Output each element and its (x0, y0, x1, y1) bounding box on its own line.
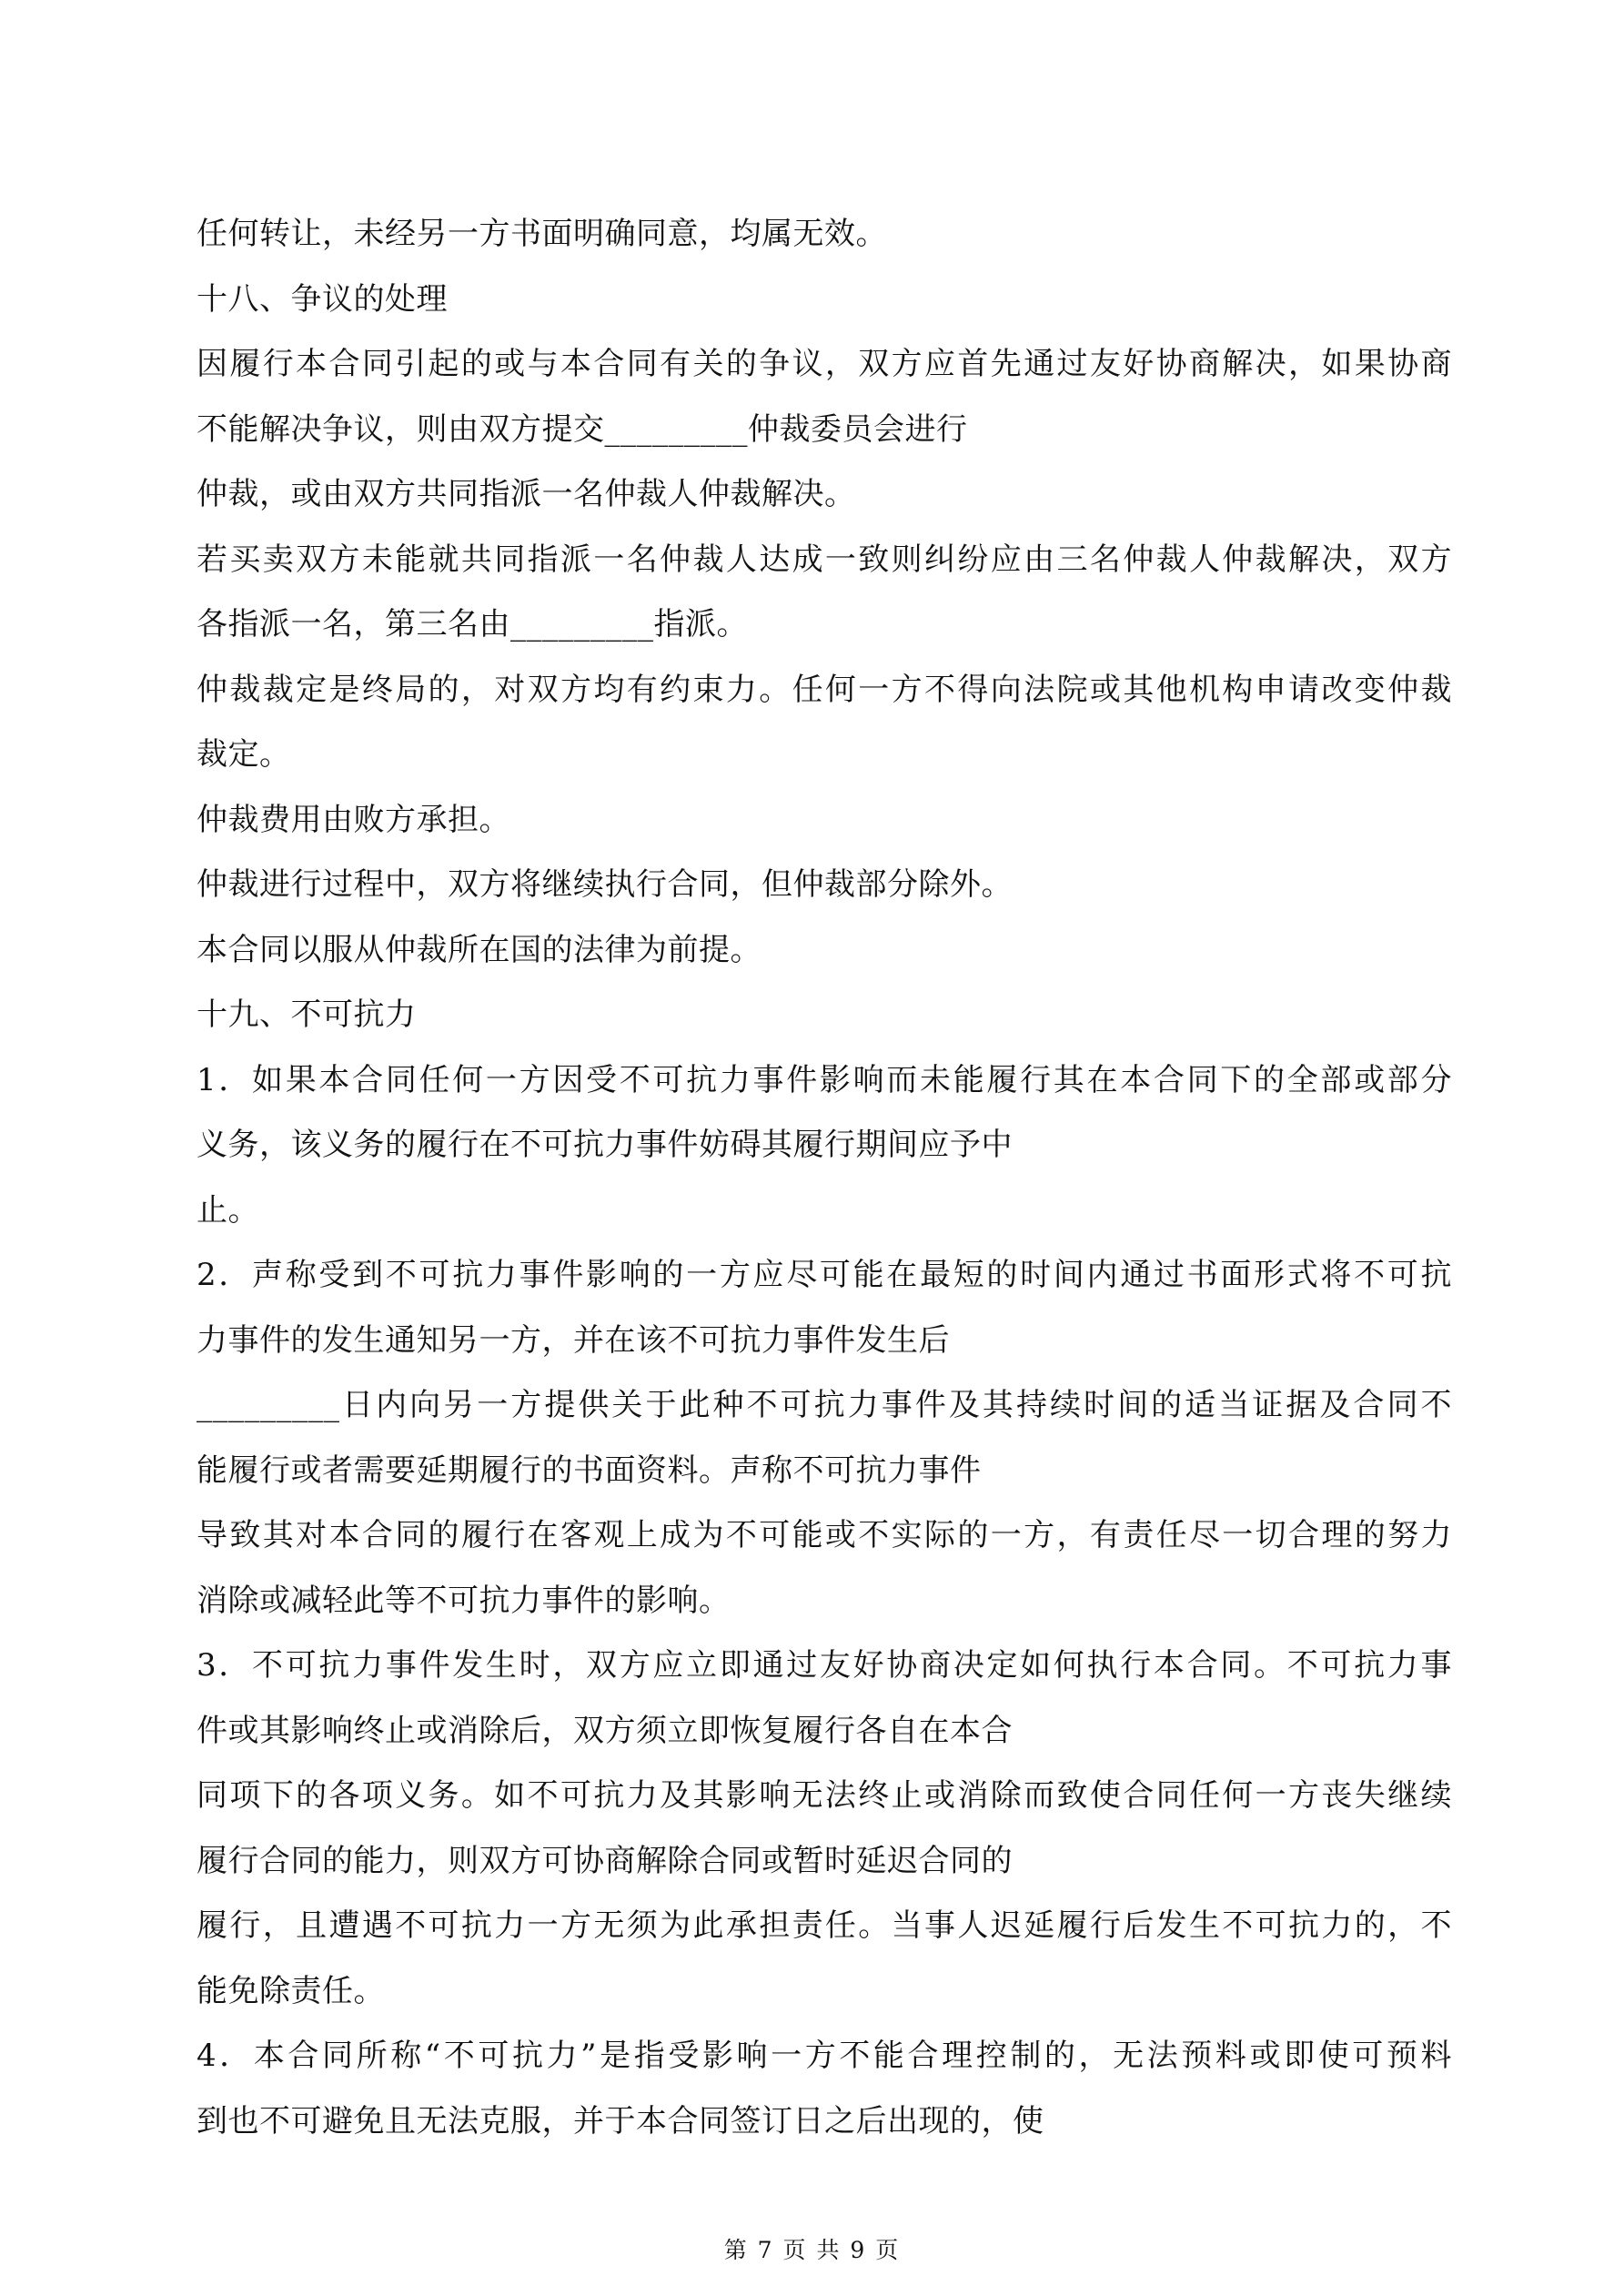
text-line: 能履行或者需要延期履行的书面资料。声称不可抗力事件 (197, 1451, 982, 1489)
text-line: 因履行本合同引起的或与本合同有关的争议，双方应首先通过友好协商解决，如果协商 (197, 346, 1452, 382)
text-line: 仲裁，或由双方共同指派一名仲裁人仲裁解决。 (197, 476, 856, 512)
text-line: _________日内向另一方提供关于此种不可抗力事件及其持续时间的适当证据及合同不 (197, 1387, 1452, 1423)
text-line: 裁定。 (197, 736, 291, 773)
page-footer: 第 7 页 共 9 页 (723, 2237, 901, 2263)
text-line: 仲裁裁定是终局的，对双方均有约束力。任何一方不得向法院或其他机构申请改变仲裁 (197, 671, 1452, 708)
text-line: 4．本合同所称“不可抗力”是指受影响一方不能合理控制的，无法预料或即使可预料 (197, 2038, 1452, 2074)
document-body (197, 202, 1452, 2154)
text-line: 不能解决争议，则由双方提交_________仲裁委员会进行 (197, 410, 968, 448)
text-line: 本合同以服从仲裁所在国的法律为前提。 (197, 931, 762, 968)
text-line: 义务，该义务的履行在不可抗力事件妨碍其履行期间应予中 (197, 1127, 1013, 1163)
text-line: 3．不可抗力事件发生时，双方应立即通过友好协商决定如何执行本合同。不可抗力事 (197, 1647, 1452, 1684)
text-line: 能免除责任。 (197, 1972, 385, 2009)
text-line: 同项下的各项义务。如不可抗力及其影响无法终止或消除而致使合同任何一方丧失继续 (197, 1777, 1452, 1814)
text-line: 仲裁费用由败方承担。 (197, 801, 510, 838)
text-line: 导致其对本合同的履行在客观上成为不可能或不实际的一方，有责任尽一切合理的努力 (197, 1517, 1452, 1553)
text-line: 各指派一名，第三名由_________指派。 (197, 606, 748, 642)
text-line: 仲裁进行过程中，双方将继续执行合同，但仲裁部分除外。 (197, 866, 1013, 903)
text-line: 若买卖双方未能就共同指派一名仲裁人达成一致则纠纷应由三名仲裁人仲裁解决，双方 (197, 541, 1452, 578)
text-line: 止。 (197, 1191, 259, 1229)
text-line: 消除或减轻此等不可抗力事件的影响。 (197, 1582, 731, 1619)
text-line: 履行合同的能力，则双方可协商解除合同或暂时延迟合同的 (197, 1842, 1013, 1879)
text-line: 件或其影响终止或消除后，双方须立即恢复履行各自在本合 (197, 1712, 1013, 1749)
text-line: 十八、争议的处理 (197, 280, 448, 318)
text-line: 2．声称受到不可抗力事件影响的一方应尽可能在最短的时间内通过书面形式将不可抗 (197, 1257, 1452, 1293)
text-line: 十九、不可抗力 (197, 996, 417, 1033)
text-line: 1．如果本合同任何一方因受不可抗力事件影响而未能履行其在本合同下的全部或部分 (197, 1061, 1452, 1098)
text-line: 任何转让，未经另一方书面明确同意，均属无效。 (197, 216, 887, 252)
text-line: 履行，且遭遇不可抗力一方无须为此承担责任。当事人迟延履行后发生不可抗力的，不 (197, 1907, 1452, 1944)
text-line: 到也不可避免且无法克服，并于本合同签订日之后出现的，使 (197, 2102, 1044, 2139)
text-line: 力事件的发生通知另一方，并在该不可抗力事件发生后 (197, 1321, 950, 1359)
